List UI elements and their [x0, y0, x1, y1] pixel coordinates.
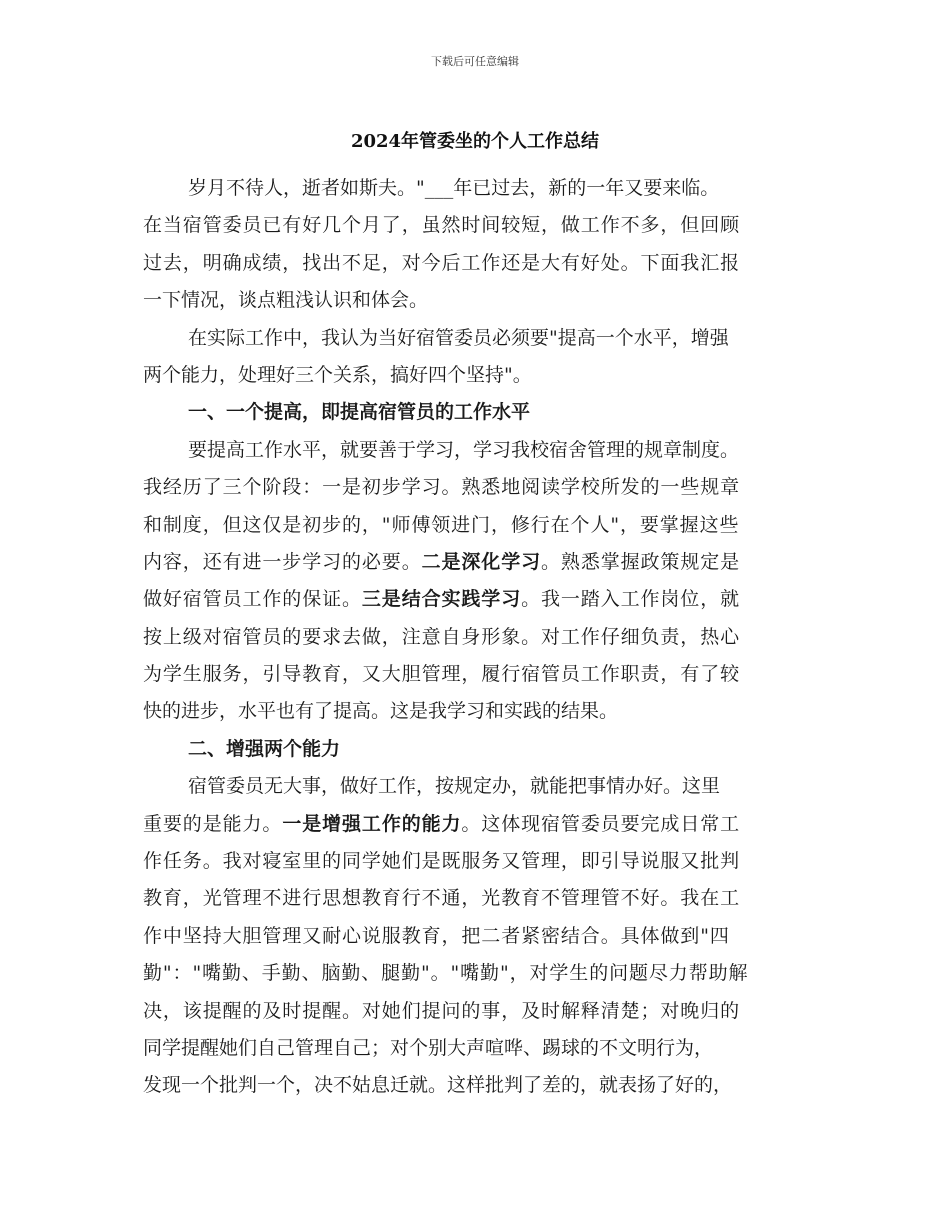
body-line	[143, 581, 833, 618]
text-run: 一下情况，谈点粗浅认识和体会。	[143, 289, 429, 312]
text-run: 岁月不待人，逝者如斯夫。"___年已过去，新的一年又要来临。	[188, 177, 720, 199]
body-line	[143, 394, 833, 431]
text-run: 决，该提醒的及时提醒。对她们提问的事，及时解释清楚；对晚归的	[143, 999, 741, 1022]
body-line	[143, 1067, 833, 1104]
text-run: 内容，还有进一步学习的必要。	[143, 550, 422, 573]
body-line	[143, 993, 833, 1030]
bold-text: 二是深化学习	[421, 550, 542, 573]
text-run: 作任务。我对寝室里的同学她们是既服务又管理，即引导说服又批判	[143, 850, 741, 873]
body-line	[143, 955, 833, 992]
body-line	[143, 507, 833, 544]
body-line	[143, 245, 833, 282]
body-line	[143, 544, 833, 581]
text-run: 重要的是能力。	[143, 812, 283, 835]
document-body	[143, 170, 833, 1105]
text-run: 为学生服务，引导教育，又大胆管理，履行宿管员工作职责，有了较	[143, 663, 741, 686]
text-run: 快的进步，水平也有了提高。这是我学习和实践的结果。	[143, 700, 619, 723]
body-line	[143, 731, 833, 768]
text-run: 。我一踏入工作岗位，就	[521, 588, 741, 611]
bold-text: 一、一个提高，即提高宿管员的工作水平	[188, 401, 531, 424]
text-run: 作中坚持大胆管理又耐心说服教育，把二者紧密结合。具体做到"四	[143, 924, 730, 947]
body-line	[143, 656, 833, 693]
document-title: 2024年管委坐的个人工作总结	[350, 131, 600, 152]
text-run: 勤"："嘴勤、手勤、脑勤、腿勤"。"嘴勤"，对学生的问题尽力帮助解	[143, 962, 749, 985]
body-line	[143, 1030, 833, 1067]
body-line	[143, 918, 833, 955]
bold-text: 三是结合实践学习	[361, 588, 522, 611]
text-run: 宿管委员无大事，做好工作，按规定办，就能把事情办好。这里	[188, 775, 721, 798]
body-line	[143, 357, 833, 394]
text-run: 和制度，但这仅是初步的，"师傅领进门，修行在个人"，要掌握这些	[143, 513, 740, 536]
text-run: 按上级对宿管员的要求去做，注意自身形象。对工作仔细负责，热心	[143, 625, 741, 648]
body-line	[143, 693, 833, 730]
body-line	[143, 207, 833, 244]
body-line	[143, 170, 833, 207]
body-line	[143, 432, 833, 469]
body-line	[143, 843, 833, 880]
text-run: 过去，明确成绩，找出不足，对今后工作还是大有好处。下面我汇报	[143, 251, 741, 274]
body-line	[143, 469, 833, 506]
body-line	[143, 619, 833, 656]
text-run: 在当宿管委员已有好几个月了，虽然时间较短，做工作不多，但回顾	[143, 214, 741, 237]
text-run: 两个能力，处理好三个关系，搞好四个坚持"。	[143, 363, 532, 386]
text-run: 要提高工作水平，就要善于学习，学习我校宿舍管理的规章制度。	[188, 438, 740, 461]
text-run: 我经历了三个阶段：一是初步学习。熟悉地阅读学校所发的一些规章	[143, 476, 741, 499]
bold-text: 一是增强工作的能力	[282, 812, 462, 835]
text-run: 做好宿管员工作的保证。	[143, 588, 362, 611]
body-line	[143, 880, 833, 917]
text-run: 。熟悉掌握政策规定是	[541, 550, 741, 573]
body-line	[143, 768, 833, 805]
body-line	[143, 806, 833, 843]
text-run: 教育，光管理不进行思想教育行不通，光教育不管理管不好。我在工	[143, 887, 741, 910]
text-run: 在实际工作中，我认为当好宿管委员必须要"提高一个水平，增强	[188, 326, 729, 349]
header-note: 下载后可任意编辑	[431, 55, 519, 68]
text-run: 同学提醒她们自己管理自己；对个别大声喧哗、踢球的不文明行为，	[143, 1036, 714, 1059]
body-line	[143, 320, 833, 357]
body-line	[143, 282, 833, 319]
text-run: 。这体现宿管委员要完成日常工	[461, 812, 741, 835]
bold-text: 二、增强两个能力	[188, 737, 341, 760]
text-run: 发现一个批判一个，决不姑息迁就。这样批判了差的，就表扬了好的，	[143, 1074, 733, 1097]
